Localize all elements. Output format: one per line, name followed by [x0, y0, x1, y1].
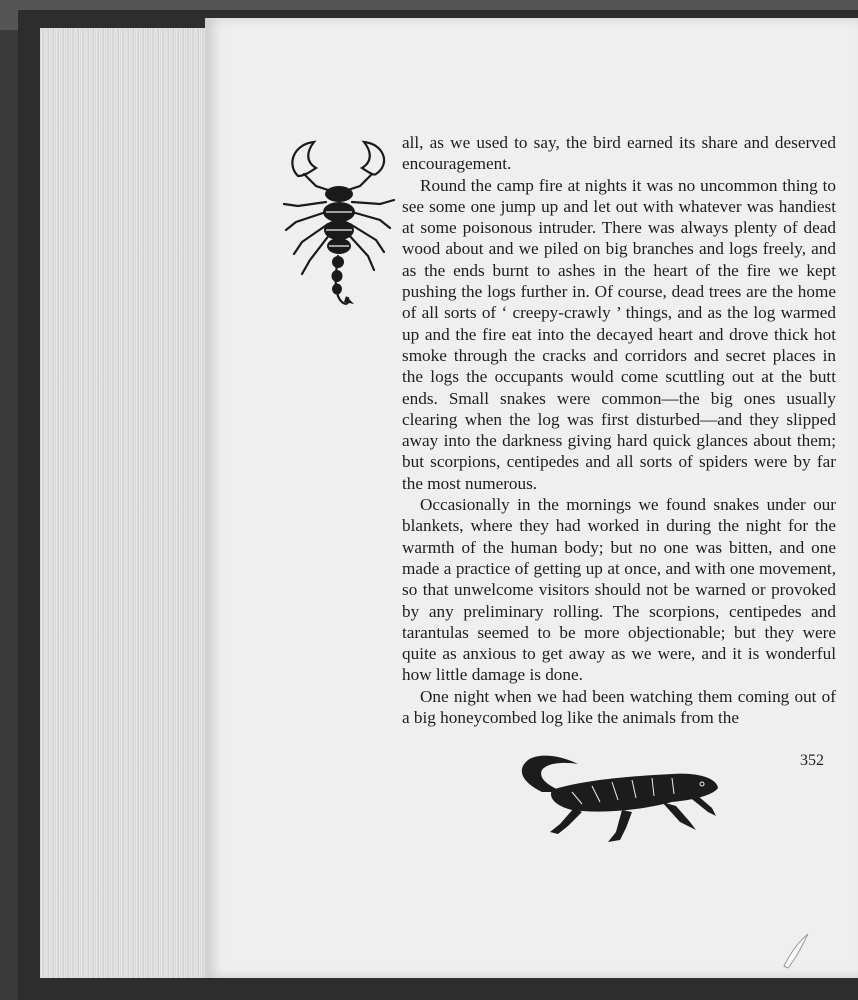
paragraph-3: Occasionally in the mornings we found snakes under our blankets, where they had worked in during the night for the warmth of the human body; but no one was bitten, and one made a practice of getting up at once, and with one movement, so that unwelcome visitors should not be warned or provoked by any preliminary rolling. The scorpions, centipedes and tarantulas seemed to be more objectionable; but they were quite as anxious to get away as we were, and it is wonderful how little damage is done. [402, 495, 836, 685]
paragraph-2: Round the camp fire at nights it was no uncommon thing to see some one jump up and let out with whatever was handiest at some poisonous intruder. There was always plenty of dead wood about and we piled on big branches and logs freely, and as the ends burnt to ashes in the heart of the fire we kept pushing the logs further in. Of course, dead trees are the home of all sorts of ‘ creepy-crawly ’ things, and as the log warmed up and the fire eat into the decayed heart and drove thick hot smoke through the cracks and corridors and secret places in the logs the occupants would come scuttling out at the butt ends. Small snakes were common—the big ones usually clearing when the log was first disturbed—and they slipped away into the darkness giving hard quick glances about them; but scorpions, centipedes and all sorts of spiders were by far the most numerous. [402, 175, 836, 493]
paragraph-1: all, as we used to say, the bird earned its share and deserved encouragement. [402, 133, 836, 174]
page-number: 352 [800, 752, 824, 769]
paragraph-4: One night when we had been watching them coming out of a big honeycombed log like the animals from the [402, 686, 836, 728]
page-corner-curl [780, 930, 810, 970]
body-text [402, 132, 836, 728]
scorpion-icon [276, 134, 401, 314]
page-edges [40, 28, 216, 978]
lizard-icon [512, 752, 722, 847]
